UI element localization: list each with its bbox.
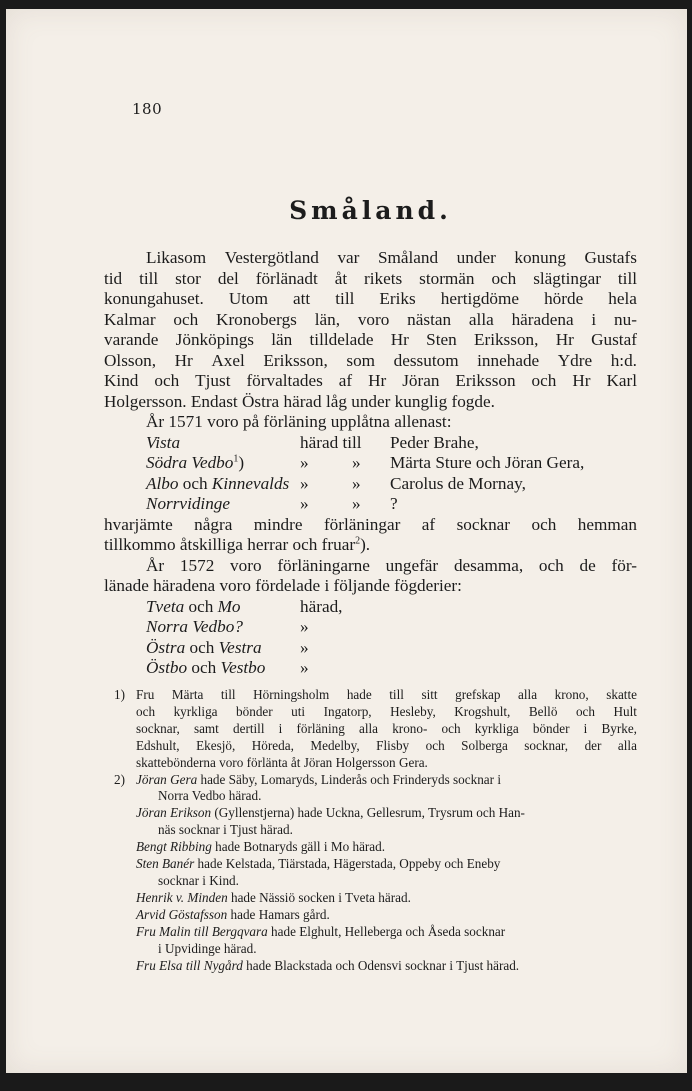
ditto-mark: » <box>300 617 309 636</box>
footnote-mark: 1) <box>114 687 125 702</box>
list-cell: Peder Brahe, <box>390 432 479 452</box>
list-cell: ? <box>390 494 398 513</box>
footnote-entry: Sten Banér hade Kelstada, Tiärstada, Hägerstada, Oppeby och Eneby <box>136 856 501 872</box>
text-line: hvarjämte några mindre förläningar af socknar och hemman <box>104 514 637 534</box>
text-line: Likasom Vestergötland var Småland under konung Gustafs <box>146 248 637 267</box>
district-name: Norra Vedbo? <box>146 617 243 636</box>
footnote-entry: Jöran Erikson (Gyllenstjerna) hade Uckna, Gellesrum, Trysrum och Han- <box>136 805 525 821</box>
list-intro: År 1571 voro på förläning upplåtna allenast: <box>146 412 452 431</box>
ditto-mark: » <box>300 658 309 677</box>
text-line: varande Jönköpings län tilldelade Hr Sten Eriksson, Hr Gustaf <box>104 330 637 349</box>
text-line: länade häradena voro fördelade i följande fögderier: <box>104 576 462 595</box>
footnotes <box>114 687 637 974</box>
list-cell: Märta Sture och Jöran Gera, <box>390 453 585 472</box>
district-name: Vestbo <box>220 658 266 677</box>
footnote-entry: Fru Elsa till Nygård hade Blackstada och Odensvi socknar i Tjust härad. <box>136 957 520 973</box>
page-number: 180 <box>132 100 163 118</box>
ditto-mark: » <box>352 453 361 472</box>
footnote-entry: Bengt Ribbing hade Botnaryds gäll i Mo härad. <box>136 839 386 855</box>
fief-list-1571: Vista härad till Peder Brahe, Södra Vedbo$^1$) » » Märta Sture och Jöran Gera, Albo och Kinnevalds » » Carolus de Mornay, Norrvidinge » » ? <box>104 433 637 515</box>
district-name: Östra <box>146 637 186 657</box>
footnote-ref[interactable]: 1 <box>233 453 239 465</box>
footnote-1: 1) Fru Märta till Hörningsholm hade till sitt grefskap alla krono, skatte och kyrkliga bönder uti Ingatorp, Hesleby, Krogshult, Bellö och Hult socknar, samt dertill i förläning alla krono- och kyrkliga bönder i Byrke, Edshult, Ekesjö, Höreda, Medelby, Flisby och Solberga socknar, der alla skattebönderna voro förlänta åt Jöran Holgersson Gera. <box>114 687 637 770</box>
district-name: Östbo <box>146 658 188 677</box>
footnote-entry: Fru Malin till Bergqvara hade Elghult, Helleberga och Åseda socknar <box>136 923 506 939</box>
text-line: konungahuset. Utom att till Eriks hertigdöme hörde hela <box>104 289 637 308</box>
district-name: Mo <box>217 596 241 616</box>
ditto-mark: » <box>352 473 361 493</box>
text-line: Kalmar och Kronobergs län, voro nästan alla häradena i nu- <box>104 309 637 329</box>
district-name: Södra Vedbo <box>146 453 234 472</box>
text-line: tid till stor del förlänadt åt rikets stormän och slägtingar till <box>104 268 637 288</box>
ditto-mark: » <box>352 494 361 513</box>
district-name: Vista <box>146 432 181 452</box>
footnote-entry: Henrik v. Minden hade Nässiö socken i Tveta härad. <box>136 889 411 905</box>
district-name: Albo <box>146 473 179 493</box>
ditto-mark: » <box>300 637 309 657</box>
ditto-mark: » <box>300 473 309 493</box>
chapter-title: Småland. <box>289 196 452 225</box>
footnote-ref[interactable]: 2 <box>355 535 361 547</box>
text-line: Holgersson. Endast Östra härad låg under kunglig fogde. <box>104 391 495 411</box>
list-cell: härad, <box>300 596 343 616</box>
text-line: År 1572 voro förläningarne ungefär desamma, och de för- <box>146 555 637 575</box>
text-line: Kind och Tjust förvaltades af Hr Jöran Eriksson och Hr Karl <box>104 371 637 390</box>
footnote-entry: Arvid Göstafsson hade Hamars gård. <box>136 906 330 922</box>
text-line: tillkommo åtskilliga herrar och fruar$^2$). <box>104 535 371 554</box>
district-name: Vestra <box>218 637 262 657</box>
district-name: Norrvidinge <box>146 494 231 513</box>
ditto-mark: » <box>300 494 309 513</box>
bailiwick-list-1572: Tveta och Mo härad, Norra Vedbo? » Östra och Vestra » Östbo och Vestbo » <box>104 597 637 679</box>
list-cell: härad till <box>300 432 362 452</box>
list-cell: Carolus de Mornay, <box>390 473 526 493</box>
conjunction: och <box>182 473 208 493</box>
main-text <box>104 248 637 679</box>
footnote-entry: Jöran Gera hade Säby, Lomaryds, Linderås och Frinderyds socknar i <box>136 771 502 787</box>
district-name: Tveta <box>146 596 185 616</box>
footnote-mark: 2) <box>114 771 125 787</box>
district-name: Kinnevalds <box>211 473 290 493</box>
footnote-2: 2) Jöran Gera hade Säby, Lomaryds, Linderås och Frinderyds socknar i Norra Vedbo härad. Jöran Erikson (Gyllenstjerna) hade Uckna, Gellesrum, Trysrum och Han- näs socknar i Tjust härad. Bengt Ribbing hade Botnaryds gäll i Mo härad. Sten Banér hade Kelstada, Tiärstada, Hägerstada, Oppeby och Eneby socknar i Kind. Henrik v. Minden hade Nässiö socken i Tveta härad. Arvid Göstafsson hade Hamars gård. Fru Malin till Bergqvara hade Elghult, Helleberga och Åseda socknar i Upvidinge härad. Fru Elsa till Nygård hade Blackstada och Odensvi socknar i Tjust härad. <box>114 772 637 975</box>
text-line: Olsson, Hr Axel Eriksson, som dessutom innehade Ydre h:d. <box>104 350 637 370</box>
ditto-mark: » <box>300 453 309 472</box>
